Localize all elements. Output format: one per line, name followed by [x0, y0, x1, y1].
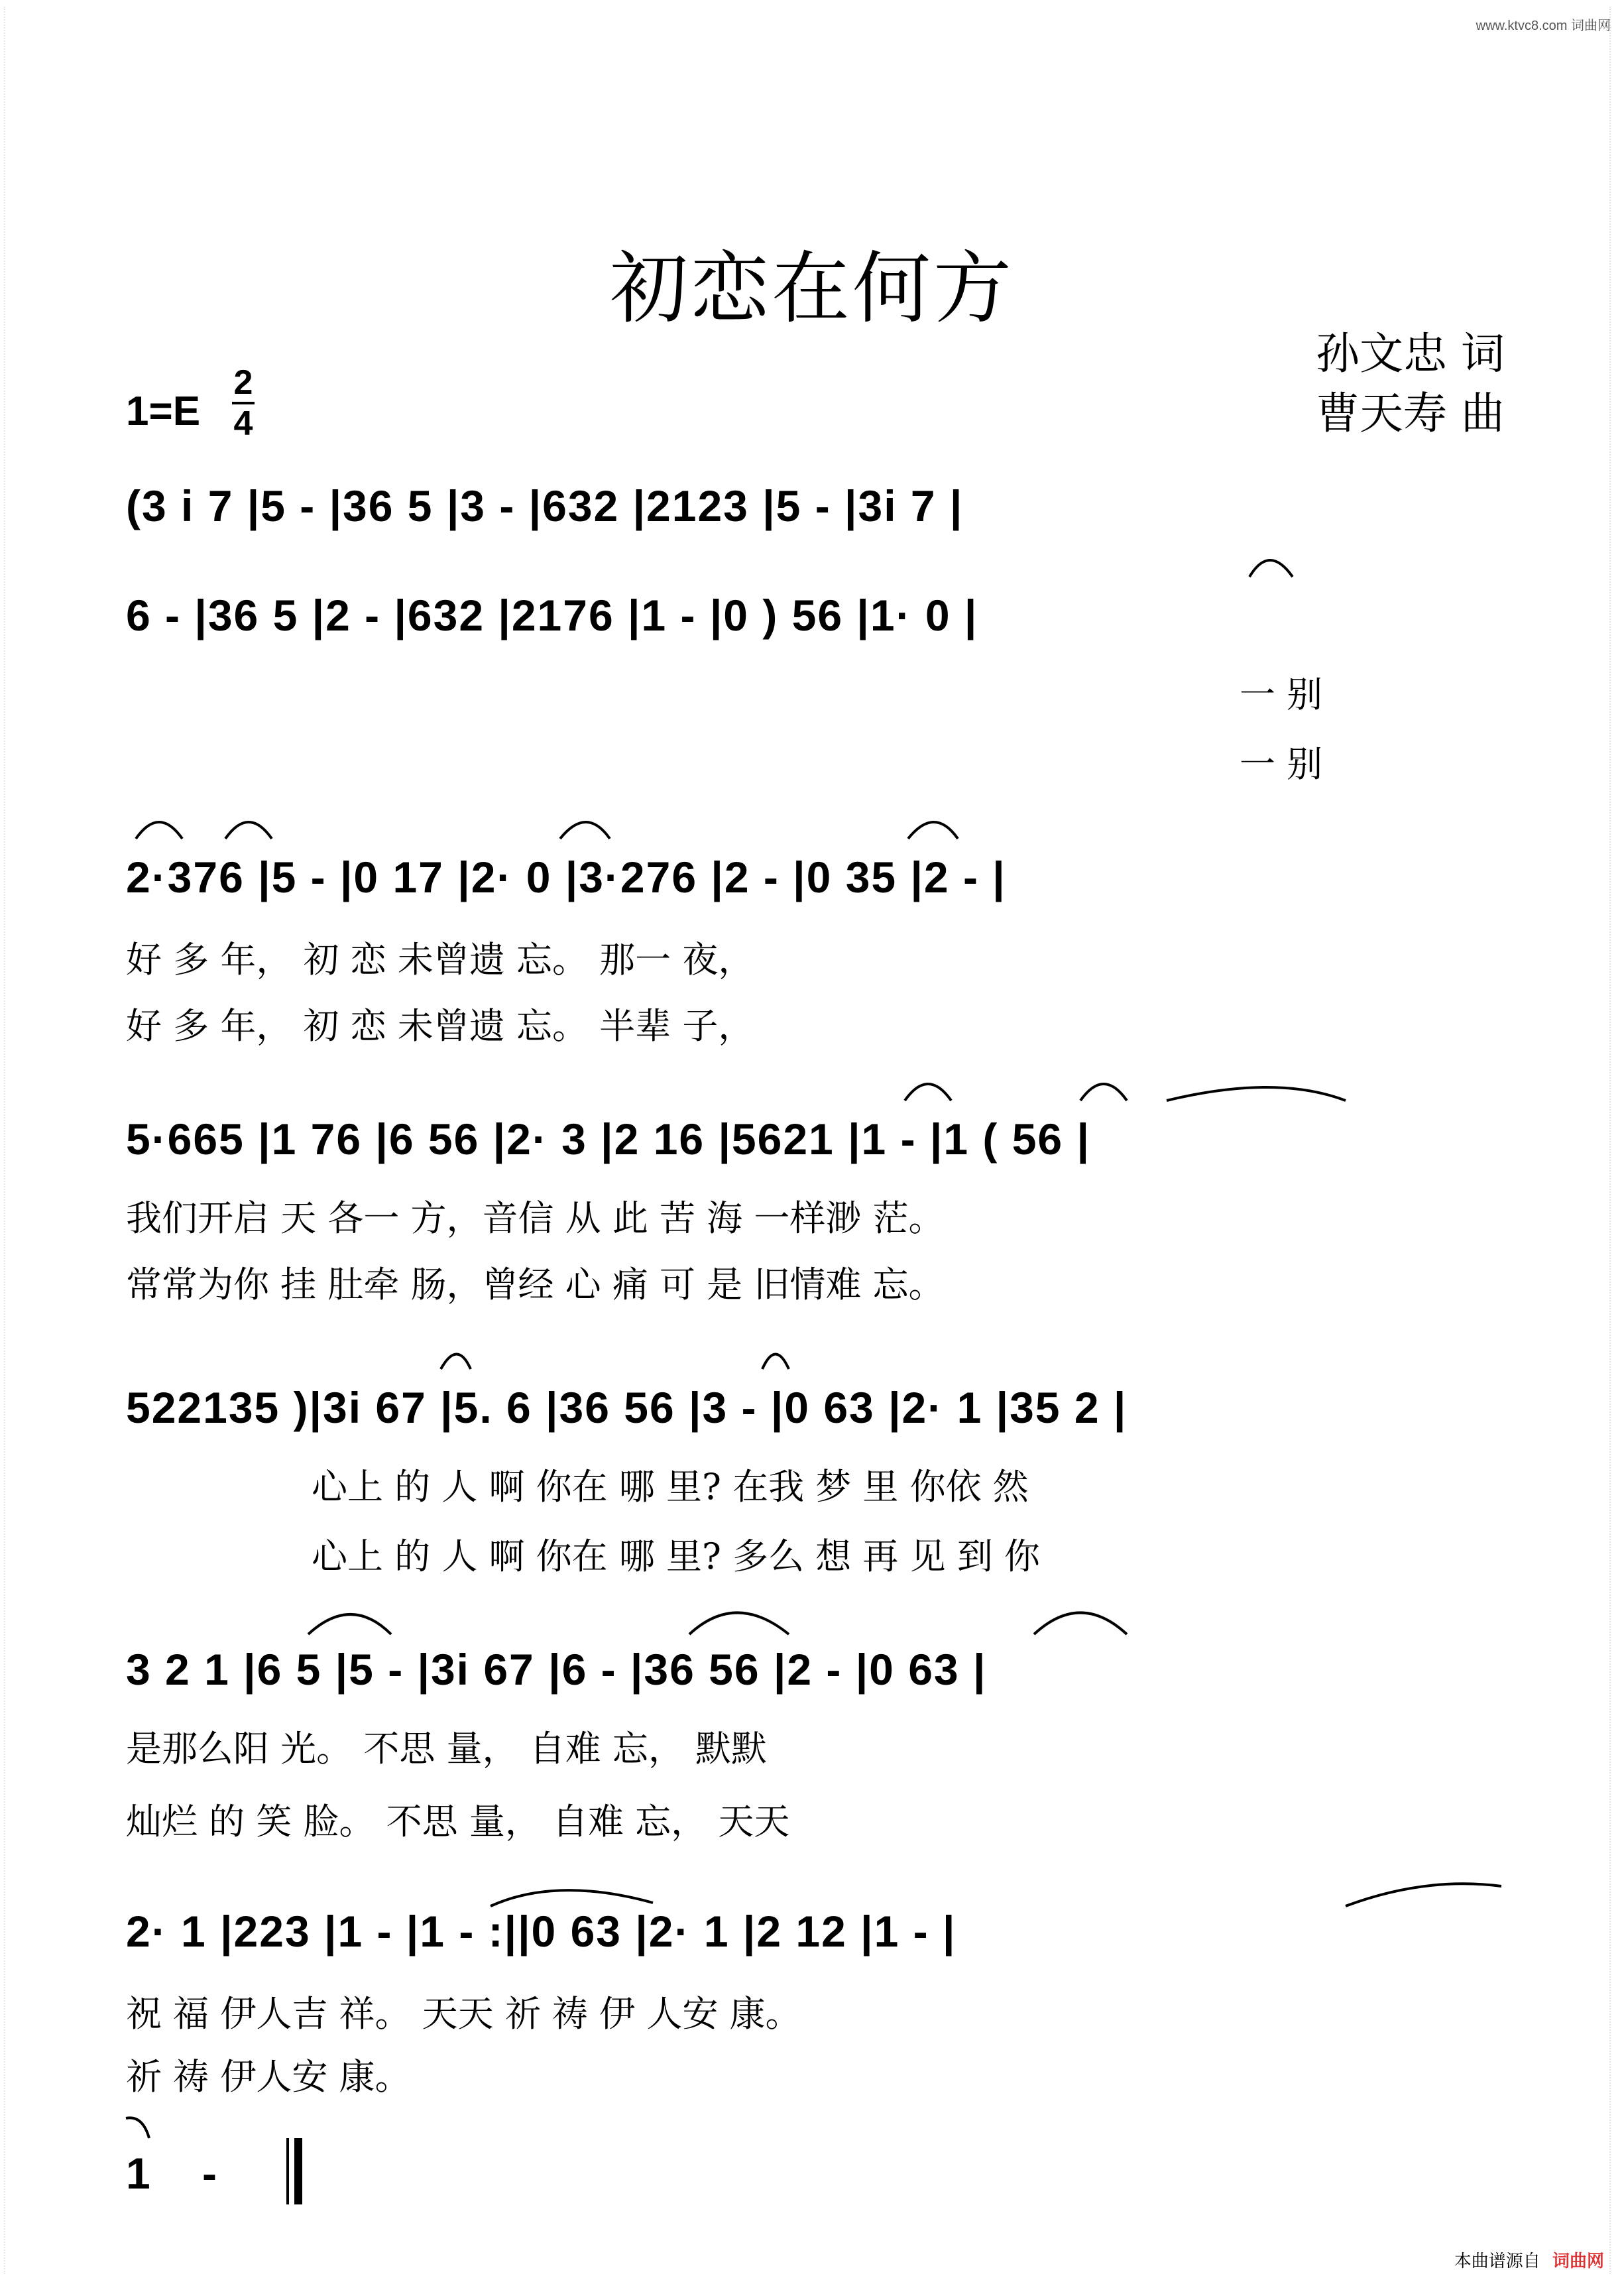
lyric-line-7-verse-2: 祈 祷 伊人安 康。: [126, 2056, 411, 2098]
slur: [1080, 1084, 1127, 1101]
lyric-line-7-verse-1: 祝 福 伊人吉 祥。 天天 祈 祷 伊 人安 康。: [126, 1993, 801, 2035]
notation-system-1: (3 i 7 |5 - |36 5 |3 - |632 |2123 |5 - |3i 7 |: [126, 481, 964, 530]
time-signature: [232, 363, 255, 443]
slur: [1249, 560, 1293, 577]
footer-brand-link[interactable]: 词曲网: [1552, 2252, 1604, 2271]
lyric-line-3-verse-2: 好 多 年， 初 恋 未曾遗 忘。 半辈 子，: [126, 1005, 754, 1047]
composer-credit: 曹天寿 曲: [1316, 388, 1505, 439]
slur: [1346, 1884, 1501, 1906]
slur: [905, 1084, 951, 1101]
time-signature-top: 2: [233, 363, 253, 402]
footer-source-text: 本曲谱源自: [1454, 2252, 1540, 2271]
final-measure: 1 -: [126, 2149, 237, 2198]
final-barline-thin: [286, 2138, 289, 2204]
site-watermark: www.ktvc8.com 词曲网: [1476, 19, 1611, 33]
lyricist-credit: 孙文忠 词: [1316, 328, 1505, 379]
lyric-line-2-verse-1: 一 别: [1240, 674, 1323, 715]
right-watermark-column: [1609, 7, 1620, 2274]
slur: [762, 1354, 789, 1370]
slur: [908, 822, 958, 839]
notation-system-7: 2· 1 |223 |1 - |1 - :||0 63 |2· 1 |2 12 |1 - |: [126, 1907, 957, 1956]
lyric-line-4-verse-1: 我们开启 天 各一 方，音信 从 此 苦 海 一样渺 茫。: [126, 1197, 945, 1239]
notation-system-6: 3 2 1 |6 5 |5 - |3i 67 |6 - |36 56 |2 - |0 63 |: [126, 1645, 987, 1694]
song-title: 初恋在何方: [609, 243, 1014, 334]
time-signature-bottom: 4: [233, 404, 253, 443]
key-signature: 1=E: [126, 389, 201, 434]
lyric-line-2-verse-2: 一 别: [1240, 743, 1323, 785]
slur: [1167, 1087, 1346, 1101]
notation-system-5: 522135 )|3i 67 |5. 6 |36 56 |3 - |0 63 |2· 1 |35 2 |: [126, 1383, 1128, 1432]
slur: [126, 2118, 149, 2138]
slur: [441, 1354, 471, 1370]
final-barline-thick: [294, 2138, 302, 2204]
notation-system-2: 6 - |36 5 |2 - |632 |2176 |1 - |0 ) 56 |1· 0 |: [126, 591, 978, 640]
lyric-line-3-verse-1: 好 多 年， 初 恋 未曾遗 忘。 那一 夜，: [126, 939, 754, 981]
slur: [225, 822, 272, 839]
lyric-line-6-verse-2: 灿烂 的 笑 脸。 不思 量， 自难 忘， 天天: [126, 1801, 790, 1842]
notation-system-4: 5·665 |1 76 |6 56 |2· 3 |2 16 |5621 |1 - |1 ( 56 |: [126, 1114, 1090, 1164]
lyric-line-4-verse-2: 常常为你 挂 肚牵 肠，曾经 心 痛 可 是 旧情难 忘。: [126, 1264, 945, 1305]
slur: [308, 1614, 391, 1634]
slur: [136, 822, 182, 839]
slur: [689, 1613, 789, 1635]
slur: [560, 822, 610, 839]
lyric-line-6-verse-1: 是那么阳 光。 不思 量， 自难 忘， 默默: [126, 1728, 767, 1770]
footer-source: [1454, 2248, 1604, 2272]
lyric-line-5-verse-1: 心上 的 人 啊 你在 哪 里? 在我 梦 里 你依 然: [312, 1466, 1029, 1508]
slur: [1034, 1613, 1127, 1635]
notation-system-3: 2·376 |5 - |0 17 |2· 0 |3·276 |2 - |0 35 |2 - |: [126, 853, 1006, 902]
slur: [491, 1890, 653, 1906]
left-watermark-column: [4, 7, 15, 2274]
lyric-line-5-verse-2: 心上 的 人 啊 你在 哪 里? 多么 想 再 见 到 你: [312, 1535, 1040, 1577]
